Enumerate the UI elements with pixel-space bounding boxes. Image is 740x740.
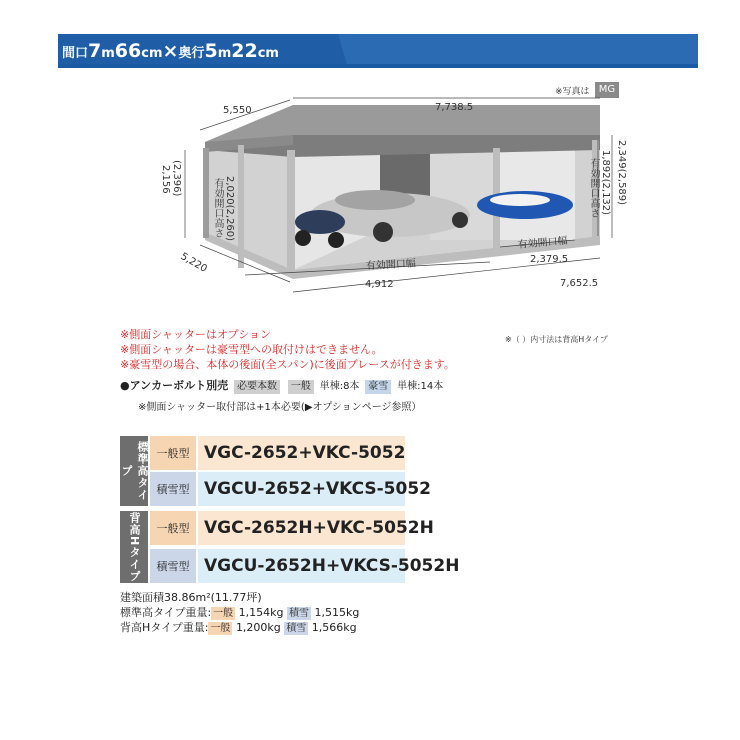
dim-bottom-depth: 5,220 xyxy=(178,251,209,275)
jetski-top xyxy=(490,194,550,206)
anchor-title: ●アンカーボルト別売 xyxy=(120,379,229,392)
model-number: VGCU-2652H+VKCS-5052H xyxy=(198,549,405,583)
general-tag: 一般 xyxy=(210,623,231,634)
car-wheel xyxy=(373,222,393,242)
dim-top-width: 7,738.5 xyxy=(435,102,474,113)
post-mid-front xyxy=(287,150,295,272)
title-part: 22 xyxy=(231,40,258,62)
post-front-left xyxy=(203,148,209,238)
title-part: × xyxy=(162,40,179,62)
building-area: 建築面積38.86m²(11.77坪) xyxy=(120,591,262,604)
snow-tag: 積雪 xyxy=(289,608,309,619)
title-part: cm xyxy=(257,46,279,61)
weight-value: 1,566kg xyxy=(311,621,357,634)
dim-bottom-width: 7,652.5 xyxy=(560,278,599,289)
note-line: ※側面シャッターは豪雪型への取付けはできません。 xyxy=(120,343,383,356)
note-line: ※側面シャッターはオプション xyxy=(120,328,272,341)
garage-drawing xyxy=(0,0,740,330)
motorbike-wheel xyxy=(295,230,311,246)
anchor-sub-note: ※側面シャッター取付部は+1本必要(▶オプションページ参照） xyxy=(138,402,422,413)
anchor-bolt-info xyxy=(120,377,443,394)
title-part: 奥行 xyxy=(178,46,205,61)
anchor-general-value: 単棟:8本 xyxy=(319,381,360,392)
weight-standard xyxy=(120,606,359,620)
anchor-general-pill: 一般 xyxy=(288,380,314,394)
dim-opening-left-label: 有効開口幅 xyxy=(365,258,417,272)
title-part: 7 xyxy=(88,40,102,62)
title-part: 間口 xyxy=(62,46,89,61)
dim-left-height-h: (2,396) xyxy=(171,160,182,197)
weight-tall xyxy=(120,621,357,635)
weight-value: 1,200kg xyxy=(235,621,281,634)
group-standard-height: 標準高タイプ xyxy=(120,436,148,506)
type-snow: 積雪型 xyxy=(150,549,196,583)
dim-right-clear-label: 有効開口高さ xyxy=(588,158,599,218)
dim-left-clear-value: 2,020(2,260) xyxy=(224,176,235,242)
anchor-required-pill: 必要本数 xyxy=(234,380,280,394)
general-tag: 一般 xyxy=(213,608,234,619)
motorbike-wheel xyxy=(328,232,344,248)
anchor-heavy-pill: 豪雪 xyxy=(365,380,391,394)
group-tall-h: 背高Hタイプ xyxy=(120,511,148,583)
note-dimension-h: ※（ ）内寸法は背高Hタイプ xyxy=(505,335,608,344)
model-number: VGC-2652H+VKC-5052H xyxy=(198,511,405,545)
weight-standard-label: 標準高タイプ重量: xyxy=(120,606,212,619)
snow-tag: 積雪 xyxy=(286,623,307,634)
post-left xyxy=(238,145,244,268)
color-badge: MG xyxy=(595,82,619,98)
dim-top-depth: 5,550 xyxy=(223,105,252,116)
dim-left-height: 2,156 xyxy=(160,165,171,194)
note-line: ※豪雪型の場合、本体の後面(全スパン)に後面ブレースが付きます。 xyxy=(120,358,455,371)
weight-tall-label: 背高Hタイプ重量: xyxy=(120,621,209,634)
title-part: cm xyxy=(141,46,163,61)
anchor-heavy-value: 単棟:14本 xyxy=(397,381,444,392)
type-snow: 積雪型 xyxy=(150,472,196,506)
photo-note: ※写真は xyxy=(555,87,590,97)
car-wheel xyxy=(452,212,468,228)
type-general: 一般型 xyxy=(150,436,196,470)
dim-opening-right: 2,379.5 xyxy=(530,254,569,265)
dim-opening-right-label: 有効開口幅 xyxy=(517,235,569,251)
dim-right-height: 2,349(2,589) xyxy=(616,140,627,206)
title-part: 66 xyxy=(114,40,142,62)
title-part: 5 xyxy=(204,40,218,62)
title-part: m xyxy=(217,46,232,61)
model-number: VGC-2652+VKC-5052 xyxy=(198,436,405,470)
type-general: 一般型 xyxy=(150,511,196,545)
car-seats xyxy=(335,190,415,210)
dim-right-clear-value: 1,892(2,132) xyxy=(600,150,611,216)
weight-value: 1,515kg xyxy=(314,606,360,619)
model-number: VGCU-2652+VKCS-5052 xyxy=(198,472,405,506)
dim-left-clear-label: 有効開口高さ xyxy=(212,178,223,238)
weight-value: 1,154kg xyxy=(238,606,284,619)
dim-opening-left: 4,912 xyxy=(365,279,394,290)
title-part: m xyxy=(101,46,115,61)
